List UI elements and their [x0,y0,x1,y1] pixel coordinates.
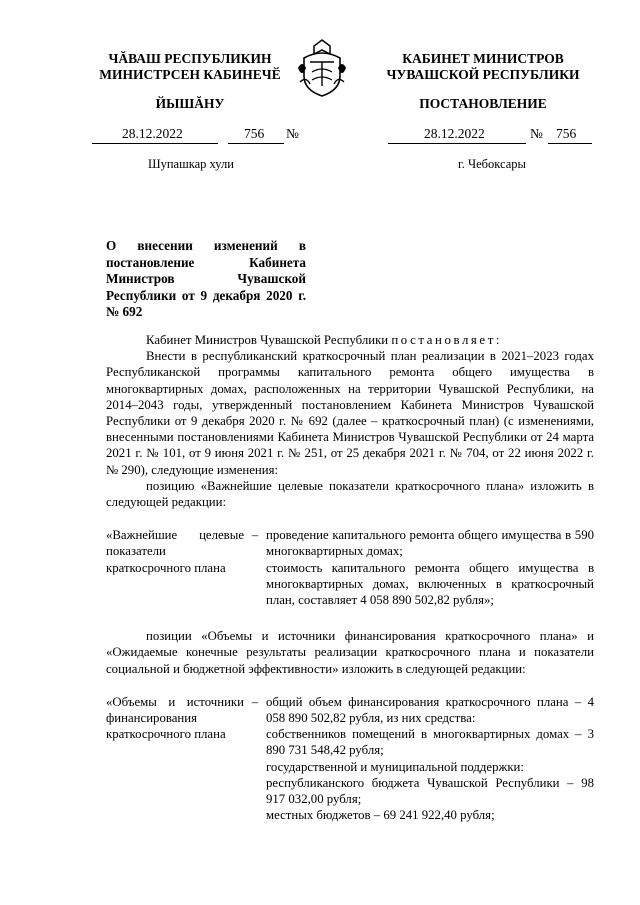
paragraph-2: позицию «Важнейшие целевые показатели краткосрочного плана» изложить в следующей редакции: [106,478,594,510]
right-no-sign: № [530,126,543,141]
header-right-line1: КАБИНЕТ МИНИСТРОВ [402,51,564,66]
table-row [106,694,594,824]
document-title: О внесении изменений в постановление Кабинета Министров Чувашской Республики от 9 декабря 2020 г. № 692 [106,238,306,319]
header-right-doc-type: ПОСТАНОВЛЕНИЕ [419,96,547,111]
intro-paragraph [106,332,594,348]
table-row-dash: – [251,694,259,709]
header-right-line2: ЧУВАШСКОЙ РЕСПУБЛИКИ [386,67,580,82]
table-row-line: общий объем финансирования краткосрочного плана – 4 058 890 502,82 рубля, из них средства: [266,694,594,726]
left-no-sign: № [286,126,299,141]
table-row-content [266,527,594,608]
header-right-title [358,51,608,83]
right-date-underline [388,143,526,144]
header-left-doc-type: ЙЫШĂНУ [155,96,225,111]
table-row-dash: – [251,528,259,543]
table-row-line: местных бюджетов – 69 241 922,40 рубля; [266,808,495,823]
paragraph-1: Внести в республиканский краткосрочный план реализации в 2021–2023 годах Республиканской программы капитального ремонта общего имущества в многоквартирных домах, расположенных на территории Чувашской Республики, на 2014–2043 годы, утвержденный постановлением Кабинета Министров Чувашской Республики от 9 декабря 2020 г. № 692 (далее – краткосрочный план) (с изменениями, внесенными постановлениями Кабинета Министров Чувашской Республики от 24 марта 2021 г. № 101, от 9 июня 2021 г. № 251, от 25 декабря 2021 г. № 704, от 22 июня 2022 г. № 290), следующие изменения: [106,349,594,477]
document-body [106,332,594,823]
intro-verb: постановляет: [391,333,503,347]
table-row-label: «Объемы и источники финансирования краткосрочного плана [106,694,244,742]
right-number-underline [548,143,592,144]
table-row-line: собственников помещений в многоквартирных домах – 3 890 731 548,42 рубля; [266,727,594,758]
paragraph-3: позиции «Объемы и источники финансирования краткосрочного плана» и «Ожидаемые конечные результаты реализации краткосрочного плана и показатели социальной и бюджетной эффективности» изложить в следующей редакции: [106,629,594,676]
right-city: г. Чебоксары [458,157,526,171]
right-date: 28.12.2022 [424,126,485,141]
table-row-content [266,694,594,824]
table-row-line: республиканского бюджета Чувашской Республики – 98 917 032,00 рубля; [266,775,594,807]
header-left-line1: ЧĂВАШ РЕСПУБЛИКИН [108,51,272,66]
table-row-line: государственной и муниципальной поддержки: [266,759,524,774]
left-date: 28.12.2022 [122,126,183,141]
emblem-icon [296,38,348,98]
right-number: 756 [556,126,577,141]
header-left-title [70,51,310,83]
table-row [106,527,594,608]
intro-text: Кабинет Министров Чувашской Республики [146,333,389,347]
header-left-line2: МИНИСТРСЕН КАБИНЕЧӖ [99,67,281,82]
left-number: 756 [244,126,265,141]
left-date-underline [92,143,218,144]
table-row-label: «Важнейшие целевые показатели краткосрочного плана [106,528,244,575]
table-row-line: проведение капитального ремонта общего имущества в 590 многоквартирных домах; [266,528,594,559]
table-row-line: стоимость капитального ремонта общего имущества в многоквартирных домах, включенных в краткосрочный план, составляет 4 058 890 502,82 рубля»; [266,560,594,608]
left-city: Шупашкар хули [148,157,234,171]
left-number-underline [228,143,284,144]
